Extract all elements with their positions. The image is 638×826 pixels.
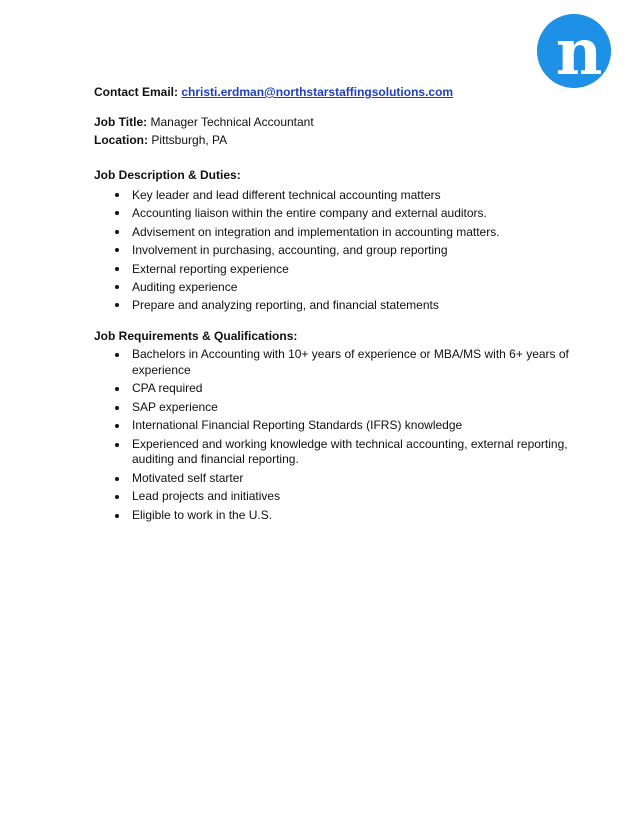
company-logo	[537, 14, 611, 88]
requirement-item: Eligible to work in the U.S.	[94, 508, 574, 524]
job-title-label: Job Title:	[94, 115, 148, 129]
duties-list	[94, 186, 574, 314]
requirement-item: Experienced and working knowledge with technical accounting, external reporting, auditing and financial reporting.	[94, 437, 574, 468]
location-line	[94, 131, 574, 149]
job-posting	[94, 83, 574, 526]
requirement-item: International Financial Reporting Standards (IFRS) knowledge	[94, 418, 574, 434]
job-title-value: Manager Technical Accountant	[150, 115, 314, 129]
duty-item: Involvement in purchasing, accounting, and group reporting	[94, 241, 574, 259]
requirement-item: Motivated self starter	[94, 471, 574, 487]
location-value: Pittsburgh, PA	[151, 133, 228, 147]
requirements-list	[94, 347, 574, 523]
contact-label: Contact Email:	[94, 85, 179, 99]
duty-item: External reporting experience	[94, 260, 574, 278]
duty-item: Prepare and analyzing reporting, and financial statements	[94, 296, 574, 314]
duties-heading: Job Description & Duties:	[94, 168, 241, 182]
job-info	[94, 113, 574, 149]
requirement-item: Lead projects and initiatives	[94, 489, 574, 505]
duty-item: Accounting liaison within the entire company and external auditors.	[94, 204, 574, 222]
requirement-item: SAP experience	[94, 400, 574, 416]
logo-n-icon	[537, 14, 611, 88]
requirement-item: CPA required	[94, 381, 574, 397]
location-label: Location:	[94, 133, 148, 147]
duty-item: Auditing experience	[94, 278, 574, 296]
contact-email-link[interactable]: christi.erdman@northstarstaffingsolutions.com	[181, 85, 454, 99]
duty-item: Advisement on integration and implementation in accounting matters.	[94, 223, 574, 241]
requirements-heading: Job Requirements & Qualifications:	[94, 329, 298, 344]
requirement-item: Bachelors in Accounting with 10+ years of experience or MBA/MS with 6+ years of experience	[94, 347, 574, 378]
job-title-line	[94, 113, 574, 131]
contact-line	[94, 83, 574, 101]
logo-letter: n	[555, 15, 603, 88]
duty-item: Key leader and lead different technical accounting matters	[94, 186, 574, 204]
